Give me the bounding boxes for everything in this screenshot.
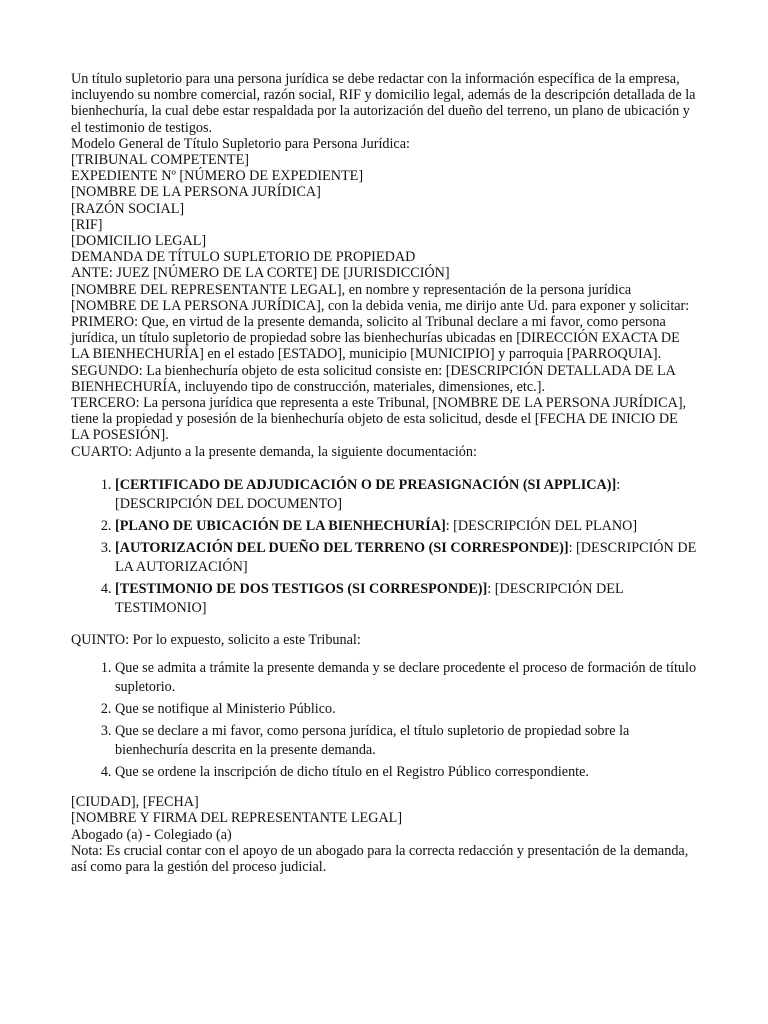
document-title: [CERTIFICADO DE ADJUDICACIÓN O DE PREASIGNACIÓN (SI APPLICA)]: [115, 476, 617, 493]
header-line-ante: ANTE: JUEZ [NÚMERO DE LA CORTE] DE [JURISDICCIÓN]: [71, 265, 450, 282]
note-paragraph: Nota: Es crucial contar con el apoyo de un abogado para la correcta redacción y presentación de la demanda, así como para la gestión del proceso judicial.: [71, 842, 689, 876]
document-title: [TESTIMONIO DE DOS TESTIGOS (SI CORRESPONDE)]: [115, 581, 488, 598]
header-line-demanda: DEMANDA DE TÍTULO SUPLETORIO DE PROPIEDAD: [71, 249, 416, 266]
list-item: [115, 476, 697, 514]
document-description: : [DESCRIPCIÓN DEL DOCUMENTO]: [115, 476, 621, 512]
opening-paragraph: [NOMBRE DEL REPRESENTANTE LEGAL], en nombre y representación de la persona jurídica [NOMBRE DE LA PERSONA JURÍDICA], con la debida venia, me dirijo ante Ud. para exponer y solicitar:: [71, 281, 690, 314]
closing-lawyer: Abogado (a) - Colegiado (a): [71, 826, 232, 843]
header-line-expediente: EXPEDIENTE Nº [NÚMERO DE EXPEDIENTE]: [71, 168, 364, 185]
tercero-paragraph: TERCERO: La persona jurídica que representa a este Tribunal, [NOMBRE DE LA PERSONA JURÍDICA], tiene la propiedad y posesión de la bienhechuría objeto de esta solicitud, desde el [FECHA DE INICIO DE LA POSESIÓN].: [71, 395, 687, 444]
document-body: [71, 71, 697, 875]
list-item: 2. Que se notifique al Ministerio Público.: [115, 700, 697, 719]
segundo-paragraph: SEGUNDO: La bienhechuría objeto de esta solicitud consiste en: [DESCRIPCIÓN DETALLADA DE LA BIENHECHURÍA, incluyendo tipo de construcción, materiales, dimensiones, etc.].: [71, 362, 676, 395]
header-line-domicilio: [DOMICILIO LEGAL]: [71, 233, 207, 250]
document-title: [PLANO DE UBICACIÓN DE LA BIENHECHURÍA]: [115, 518, 446, 535]
quinto-paragraph: QUINTO: Por lo expuesto, solicito a este Tribunal:: [71, 632, 361, 649]
documents-list: [71, 476, 697, 619]
list-item: 4. Que se ordene la inscripción de dicho título en el Registro Público correspondiente.: [115, 763, 697, 782]
primero-paragraph: PRIMERO: Que, en virtud de la presente demanda, solicito al Tribunal declare a mi favor, como persona jurídica, un título supletorio de propiedad sobre las bienhechurías ubicadas en [DIRECCIÓN EXACTA DE LA BIENHECHURÍA] en el estado [ESTADO], municipio [MUNICIPIO] y parroquia [PARROQUIA].: [71, 314, 680, 363]
requests-list: [71, 659, 697, 783]
list-item: [115, 580, 697, 618]
document-description: : [DESCRIPCIÓN DEL TESTIMONIO]: [115, 581, 624, 617]
document-title: [AUTORIZACIÓN DEL DUEÑO DEL TERRENO (SI CORRESPONDE)]: [115, 540, 569, 557]
closing-signature: [NOMBRE Y FIRMA DEL REPRESENTANTE LEGAL]: [71, 810, 403, 827]
document-description: : [DESCRIPCIÓN DEL PLANO]: [445, 518, 638, 535]
header-line-rif: [RIF]: [71, 216, 103, 233]
list-item: [115, 517, 697, 536]
list-item: [115, 539, 697, 577]
cuarto-paragraph: CUARTO: Adjunto a la presente demanda, la siguiente documentación:: [71, 443, 477, 460]
header-line-nombre: [NOMBRE DE LA PERSONA JURÍDICA]: [71, 184, 321, 201]
intro-paragraph: Un título supletorio para una persona jurídica se debe redactar con la información específica de la empresa, incluyendo su nombre comercial, razón social, RIF y domicilio legal, además de la descripción detallada de la bienhechuría, la cual debe estar respaldada por la autorización del dueño del terreno, un plano de ubicación y el testimonio de testigos.: [71, 71, 696, 136]
document-description: : [DESCRIPCIÓN DE LA AUTORIZACIÓN]: [115, 540, 697, 576]
header-line-razon-social: [RAZÓN SOCIAL]: [71, 200, 185, 217]
list-item: 1. Que se admita a trámite la presente demanda y se declare procedente el proceso de formación de título supletorio.: [115, 659, 697, 697]
closing-place-date: [CIUDAD], [FECHA]: [71, 794, 199, 811]
header-line-tribunal: [TRIBUNAL COMPETENTE]: [71, 152, 249, 169]
model-title: Modelo General de Título Supletorio para Persona Jurídica:: [71, 135, 410, 152]
list-item: 3. Que se declare a mi favor, como persona jurídica, el título supletorio de propiedad sobre la bienhechuría descrita en la presente demanda.: [115, 722, 697, 760]
